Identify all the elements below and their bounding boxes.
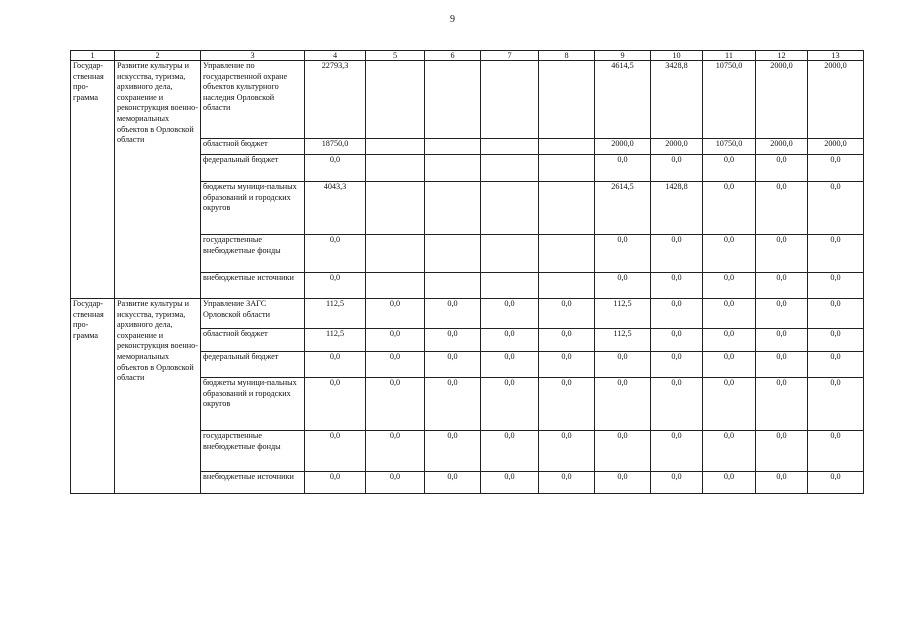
value-cell: 0,0 — [481, 329, 539, 352]
value-cell: 0,0 — [539, 352, 595, 378]
value-cell: 0,0 — [425, 329, 481, 352]
value-cell: 0,0 — [305, 235, 366, 273]
col-header-8: 8 — [539, 51, 595, 61]
value-cell: 4614,5 — [595, 61, 651, 139]
program-name-cell: Развитие культуры и искусства, туризма, архивного дела, сохранение и реконструкция военно-мемориальных объектов в Орловской области — [115, 61, 201, 299]
value-cell: 0,0 — [808, 352, 864, 378]
col-header-10: 10 — [651, 51, 703, 61]
value-cell — [366, 61, 425, 139]
value-cell: 0,0 — [366, 329, 425, 352]
col-header-1: 1 — [71, 51, 115, 61]
value-cell: 0,0 — [756, 299, 808, 329]
funding-source-cell: внебюджетные источники — [201, 472, 305, 494]
value-cell: 0,0 — [366, 299, 425, 329]
value-cell — [425, 139, 481, 155]
value-cell: 0,0 — [651, 299, 703, 329]
value-cell: 0,0 — [595, 235, 651, 273]
funding-source-cell: бюджеты муници-пальных образований и городских округов — [201, 378, 305, 431]
value-cell — [366, 155, 425, 182]
value-cell: 0,0 — [651, 155, 703, 182]
value-cell: 0,0 — [595, 352, 651, 378]
value-cell: 0,0 — [366, 472, 425, 494]
value-cell: 0,0 — [756, 235, 808, 273]
value-cell — [366, 139, 425, 155]
value-cell: 22793,3 — [305, 61, 366, 139]
value-cell: 0,0 — [481, 431, 539, 472]
value-cell: 10750,0 — [703, 61, 756, 139]
funding-source-cell: бюджеты муници-пальных образований и городских округов — [201, 182, 305, 235]
value-cell: 0,0 — [756, 329, 808, 352]
value-cell — [425, 155, 481, 182]
value-cell: 0,0 — [651, 235, 703, 273]
value-cell: 0,0 — [703, 329, 756, 352]
value-cell: 2000,0 — [808, 139, 864, 155]
value-cell: 0,0 — [481, 378, 539, 431]
value-cell: 0,0 — [366, 431, 425, 472]
value-cell: 0,0 — [703, 431, 756, 472]
value-cell: 2000,0 — [595, 139, 651, 155]
value-cell: 0,0 — [425, 299, 481, 329]
value-cell — [481, 139, 539, 155]
value-cell: 0,0 — [305, 273, 366, 299]
value-cell: 0,0 — [756, 378, 808, 431]
value-cell: 0,0 — [703, 472, 756, 494]
funding-source-cell: федеральный бюджет — [201, 352, 305, 378]
value-cell: 0,0 — [703, 155, 756, 182]
value-cell: 0,0 — [539, 299, 595, 329]
value-cell — [425, 61, 481, 139]
value-cell: 0,0 — [305, 155, 366, 182]
funding-source-cell: внебюджетные источники — [201, 273, 305, 299]
value-cell: 0,0 — [595, 378, 651, 431]
col-header-11: 11 — [703, 51, 756, 61]
value-cell: 4043,3 — [305, 182, 366, 235]
col-header-7: 7 — [481, 51, 539, 61]
funding-source-cell: областной бюджет — [201, 329, 305, 352]
value-cell: 0,0 — [703, 182, 756, 235]
value-cell: 0,0 — [651, 329, 703, 352]
value-cell — [366, 182, 425, 235]
program-type-cell: Государ-ственная про-грамма — [71, 61, 115, 299]
value-cell — [539, 61, 595, 139]
value-cell — [425, 182, 481, 235]
value-cell — [481, 273, 539, 299]
value-cell — [481, 155, 539, 182]
funding-source-cell: государственные внебюджетные фонды — [201, 431, 305, 472]
value-cell: 112,5 — [595, 329, 651, 352]
value-cell: 0,0 — [703, 235, 756, 273]
value-cell: 0,0 — [808, 273, 864, 299]
value-cell: 2000,0 — [756, 61, 808, 139]
value-cell: 0,0 — [808, 235, 864, 273]
value-cell: 0,0 — [305, 431, 366, 472]
table-row — [71, 299, 864, 329]
value-cell: 3428,8 — [651, 61, 703, 139]
value-cell: 0,0 — [539, 472, 595, 494]
col-header-5: 5 — [366, 51, 425, 61]
value-cell — [539, 235, 595, 273]
value-cell: 0,0 — [595, 273, 651, 299]
value-cell — [539, 155, 595, 182]
value-cell: 0,0 — [808, 378, 864, 431]
col-header-9: 9 — [595, 51, 651, 61]
value-cell — [481, 61, 539, 139]
value-cell: 0,0 — [366, 352, 425, 378]
value-cell: 0,0 — [703, 378, 756, 431]
col-header-6: 6 — [425, 51, 481, 61]
value-cell: 0,0 — [756, 273, 808, 299]
value-cell: 18750,0 — [305, 139, 366, 155]
value-cell: 0,0 — [595, 155, 651, 182]
funding-source-cell: областной бюджет — [201, 139, 305, 155]
value-cell: 0,0 — [703, 352, 756, 378]
header-row — [71, 51, 864, 61]
value-cell: 0,0 — [808, 329, 864, 352]
value-cell: 0,0 — [703, 273, 756, 299]
value-cell: 0,0 — [425, 472, 481, 494]
value-cell — [539, 273, 595, 299]
page-number: 9 — [450, 14, 455, 25]
value-cell: 0,0 — [481, 299, 539, 329]
value-cell: 0,0 — [539, 431, 595, 472]
value-cell: 0,0 — [808, 155, 864, 182]
value-cell: 0,0 — [481, 352, 539, 378]
value-cell — [425, 235, 481, 273]
value-cell: 112,5 — [595, 299, 651, 329]
value-cell: 0,0 — [651, 352, 703, 378]
value-cell: 0,0 — [808, 431, 864, 472]
value-cell — [539, 139, 595, 155]
value-cell: 0,0 — [808, 299, 864, 329]
value-cell: 0,0 — [756, 472, 808, 494]
value-cell: 0,0 — [425, 431, 481, 472]
value-cell: 2000,0 — [651, 139, 703, 155]
value-cell — [425, 273, 481, 299]
value-cell — [481, 182, 539, 235]
col-header-12: 12 — [756, 51, 808, 61]
value-cell: 0,0 — [651, 431, 703, 472]
value-cell: 2000,0 — [808, 61, 864, 139]
value-cell: 0,0 — [539, 378, 595, 431]
value-cell: 0,0 — [425, 352, 481, 378]
value-cell: 0,0 — [651, 273, 703, 299]
value-cell: 0,0 — [366, 378, 425, 431]
value-cell — [366, 273, 425, 299]
value-cell: 0,0 — [595, 431, 651, 472]
funding-source-cell: государственные внебюджетные фонды — [201, 235, 305, 273]
value-cell: 0,0 — [481, 472, 539, 494]
value-cell: 0,0 — [595, 472, 651, 494]
funding-source-cell: Управление ЗАГС Орловской области — [201, 299, 305, 329]
value-cell: 0,0 — [539, 329, 595, 352]
value-cell: 2000,0 — [756, 139, 808, 155]
budget-table — [70, 50, 864, 494]
value-cell: 112,5 — [305, 329, 366, 352]
value-cell — [481, 235, 539, 273]
table-row — [71, 61, 864, 139]
value-cell: 0,0 — [756, 155, 808, 182]
col-header-2: 2 — [115, 51, 201, 61]
funding-source-cell: Управление по государственной охране объектов культурного наследия Орловской области — [201, 61, 305, 139]
value-cell: 0,0 — [756, 182, 808, 235]
value-cell: 1428,8 — [651, 182, 703, 235]
value-cell: 10750,0 — [703, 139, 756, 155]
value-cell: 0,0 — [305, 378, 366, 431]
value-cell: 0,0 — [425, 378, 481, 431]
value-cell: 0,0 — [808, 472, 864, 494]
value-cell: 2614,5 — [595, 182, 651, 235]
value-cell: 0,0 — [756, 352, 808, 378]
value-cell — [366, 235, 425, 273]
value-cell: 0,0 — [305, 472, 366, 494]
col-header-3: 3 — [201, 51, 305, 61]
value-cell: 0,0 — [651, 378, 703, 431]
value-cell: 0,0 — [756, 431, 808, 472]
col-header-13: 13 — [808, 51, 864, 61]
value-cell: 0,0 — [305, 352, 366, 378]
col-header-4: 4 — [305, 51, 366, 61]
program-name-cell: Развитие культуры и искусства, туризма, архивного дела, сохранение и реконструкция военно-мемориальных объектов в Орловской области — [115, 299, 201, 494]
table-body — [71, 61, 864, 494]
value-cell: 0,0 — [703, 299, 756, 329]
funding-source-cell: федеральный бюджет — [201, 155, 305, 182]
value-cell — [539, 182, 595, 235]
value-cell: 0,0 — [808, 182, 864, 235]
value-cell: 112,5 — [305, 299, 366, 329]
value-cell: 0,0 — [651, 472, 703, 494]
program-type-cell: Государ-ственная про-грамма — [71, 299, 115, 494]
